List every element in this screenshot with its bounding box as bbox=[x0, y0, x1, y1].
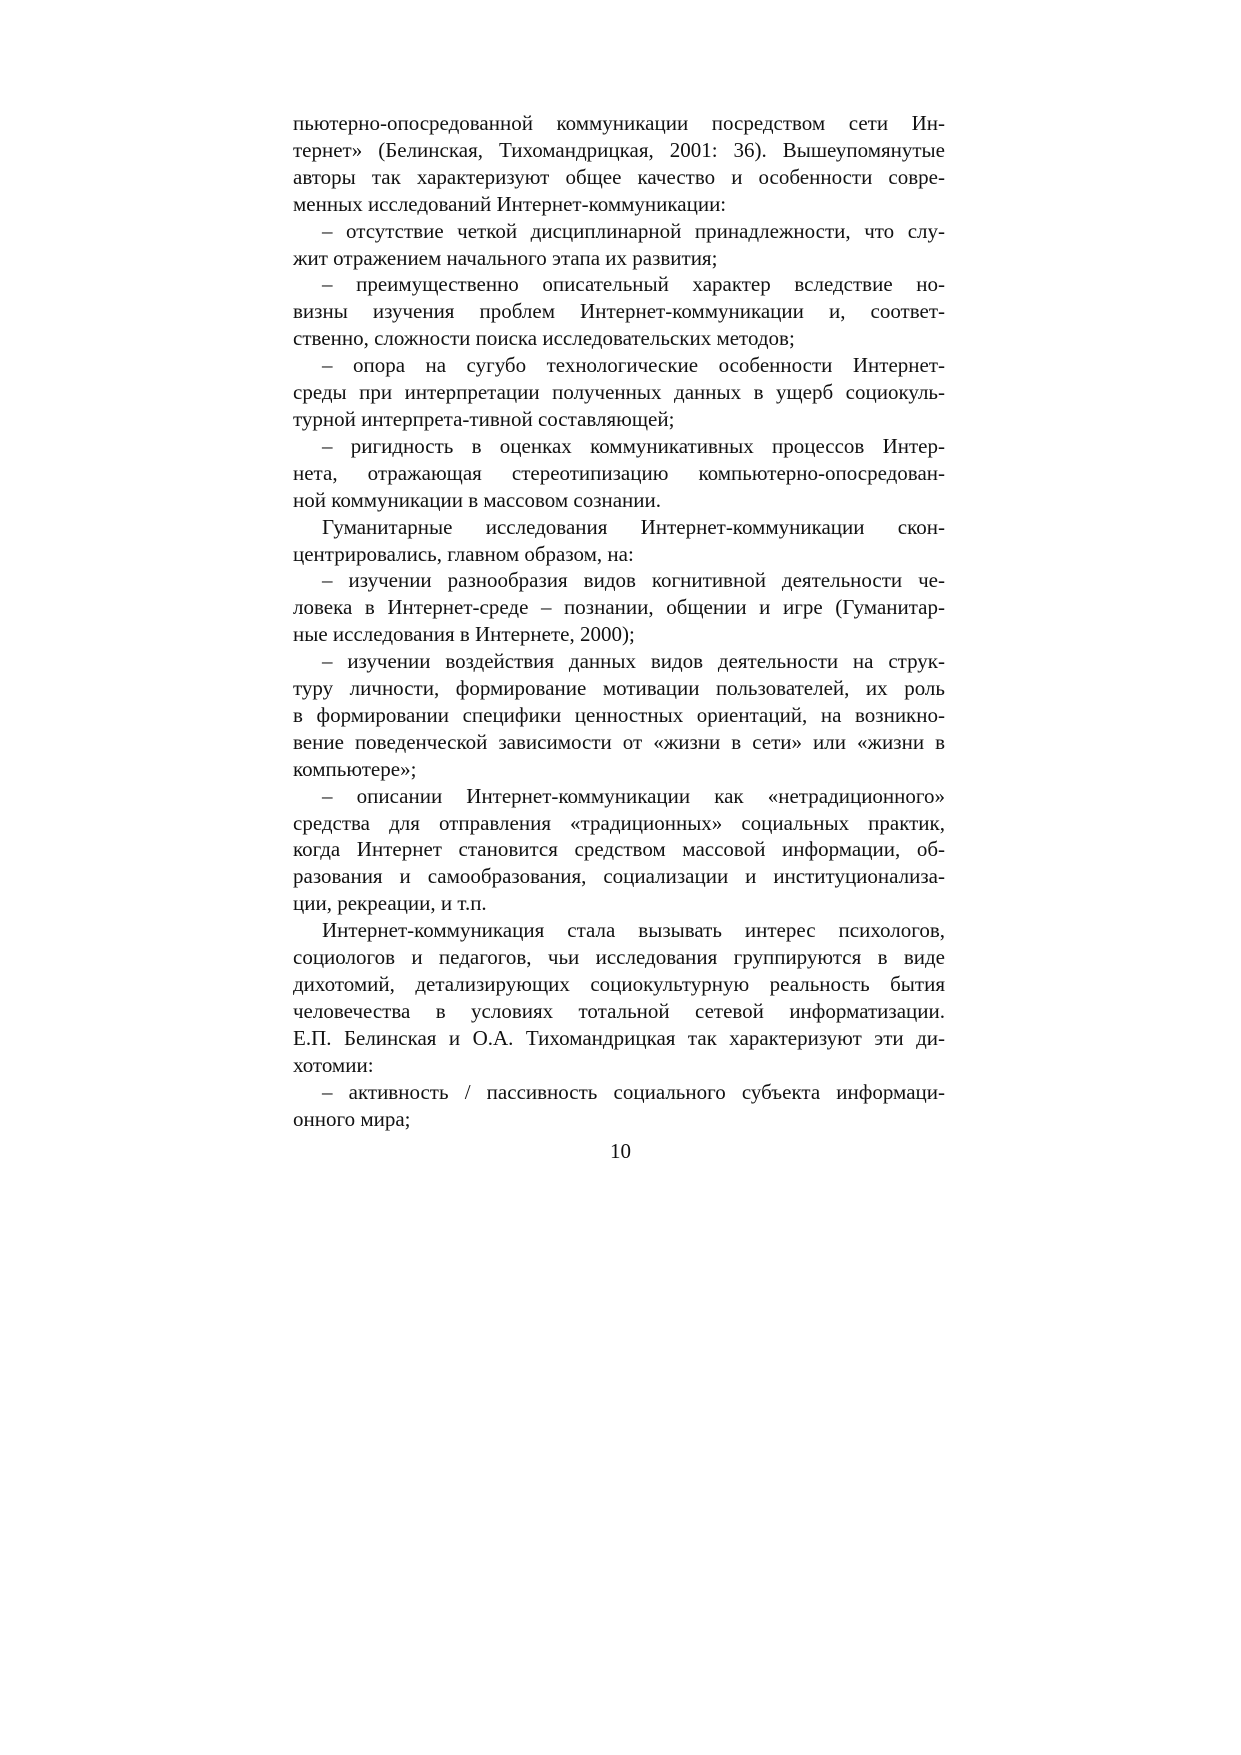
text-line: ции, рекреации, и т.п. bbox=[293, 891, 487, 916]
text-line: ные исследования в Интернете, 2000); bbox=[293, 622, 635, 647]
text-line: разования и самообразования, социализации и институционализа- bbox=[293, 864, 945, 889]
text-line: Интернет-коммуникация стала вызывать интерес психологов, bbox=[322, 918, 945, 943]
text-line: средства для отправления «традиционных» социальных практик, bbox=[293, 810, 945, 835]
text-line: онного мира; bbox=[293, 1106, 411, 1131]
text-line: – активность / пассивность социального субъекта информаци- bbox=[322, 1079, 945, 1104]
text-line: ной коммуникации в массовом сознании. bbox=[293, 487, 662, 512]
text-line: авторы так характеризуют общее качество и особенности совре- bbox=[293, 164, 945, 189]
text-line: Гуманитарные исследования Интернет-коммуникации скон- bbox=[322, 514, 945, 539]
text-line: Е.П. Белинская и О.А. Тихомандрицкая так характеризуют эти ди- bbox=[293, 1025, 945, 1050]
text-line: – преимущественно описательный характер вследствие но- bbox=[322, 272, 945, 297]
text-line: – опора на сугубо технологические особенности Интернет- bbox=[322, 353, 945, 378]
text-line: центрировались, главном образом, на: bbox=[293, 541, 634, 566]
text-line: – ригидность в оценках коммуникативных процессов Интер- bbox=[322, 433, 945, 458]
text-line: вение поведенческой зависимости от «жизни в сети» или «жизни в bbox=[293, 729, 945, 754]
text-line: – описании Интернет-коммуникации как «нетрадиционного» bbox=[322, 783, 945, 808]
text-line: среды при интерпретации полученных данных в ущерб социокуль- bbox=[293, 380, 945, 405]
text-line: когда Интернет становится средством массовой информации, об- bbox=[293, 837, 945, 862]
text-line: нета, отражающая стереотипизацию компьютерно-опосредован- bbox=[293, 460, 945, 485]
body-text bbox=[293, 110, 945, 1132]
text-line: пьютерно-опосредованной коммуникации посредством сети Ин- bbox=[293, 111, 945, 135]
page-number: 10 bbox=[610, 1139, 631, 1163]
text-line: хотомии: bbox=[293, 1052, 374, 1077]
text-line: в формировании специфики ценностных ориентаций, на возникно- bbox=[293, 702, 945, 727]
text-line: менных исследований Интернет-коммуникации: bbox=[293, 191, 727, 216]
text-line: тернет» (Белинская, Тихомандрицкая, 2001: 36). Вышеупомянутые bbox=[293, 137, 945, 162]
text-line: – изучении разнообразия видов когнитивной деятельности че- bbox=[322, 568, 945, 593]
text-line: ственно, сложности поиска исследовательских методов; bbox=[293, 326, 795, 351]
text-line: ловека в Интернет-среде – познании, общении и игре (Гуманитар- bbox=[293, 595, 945, 620]
text-line: дихотомий, детализирующих социокультурную реальность бытия bbox=[293, 972, 945, 996]
text-line: визны изучения проблем Интернет-коммуникации и, соответ- bbox=[293, 299, 945, 324]
text-line: туру личности, формирование мотивации пользователей, их роль bbox=[293, 676, 945, 701]
text-line: человечества в условиях тотальной сетевой информатизации. bbox=[293, 998, 945, 1023]
text-line: жит отражением начального этапа их развития; bbox=[293, 245, 718, 270]
text-line: компьютере»; bbox=[293, 756, 417, 781]
text-line: – изучении воздействия данных видов деятельности на струк- bbox=[322, 649, 945, 674]
text-line: турной интерпрета-тивной составляющей; bbox=[293, 406, 675, 431]
text-line: – отсутствие четкой дисциплинарной принадлежности, что слу- bbox=[322, 218, 945, 243]
text-line: социологов и педагогов, чьи исследования группируются в виде bbox=[293, 945, 945, 970]
